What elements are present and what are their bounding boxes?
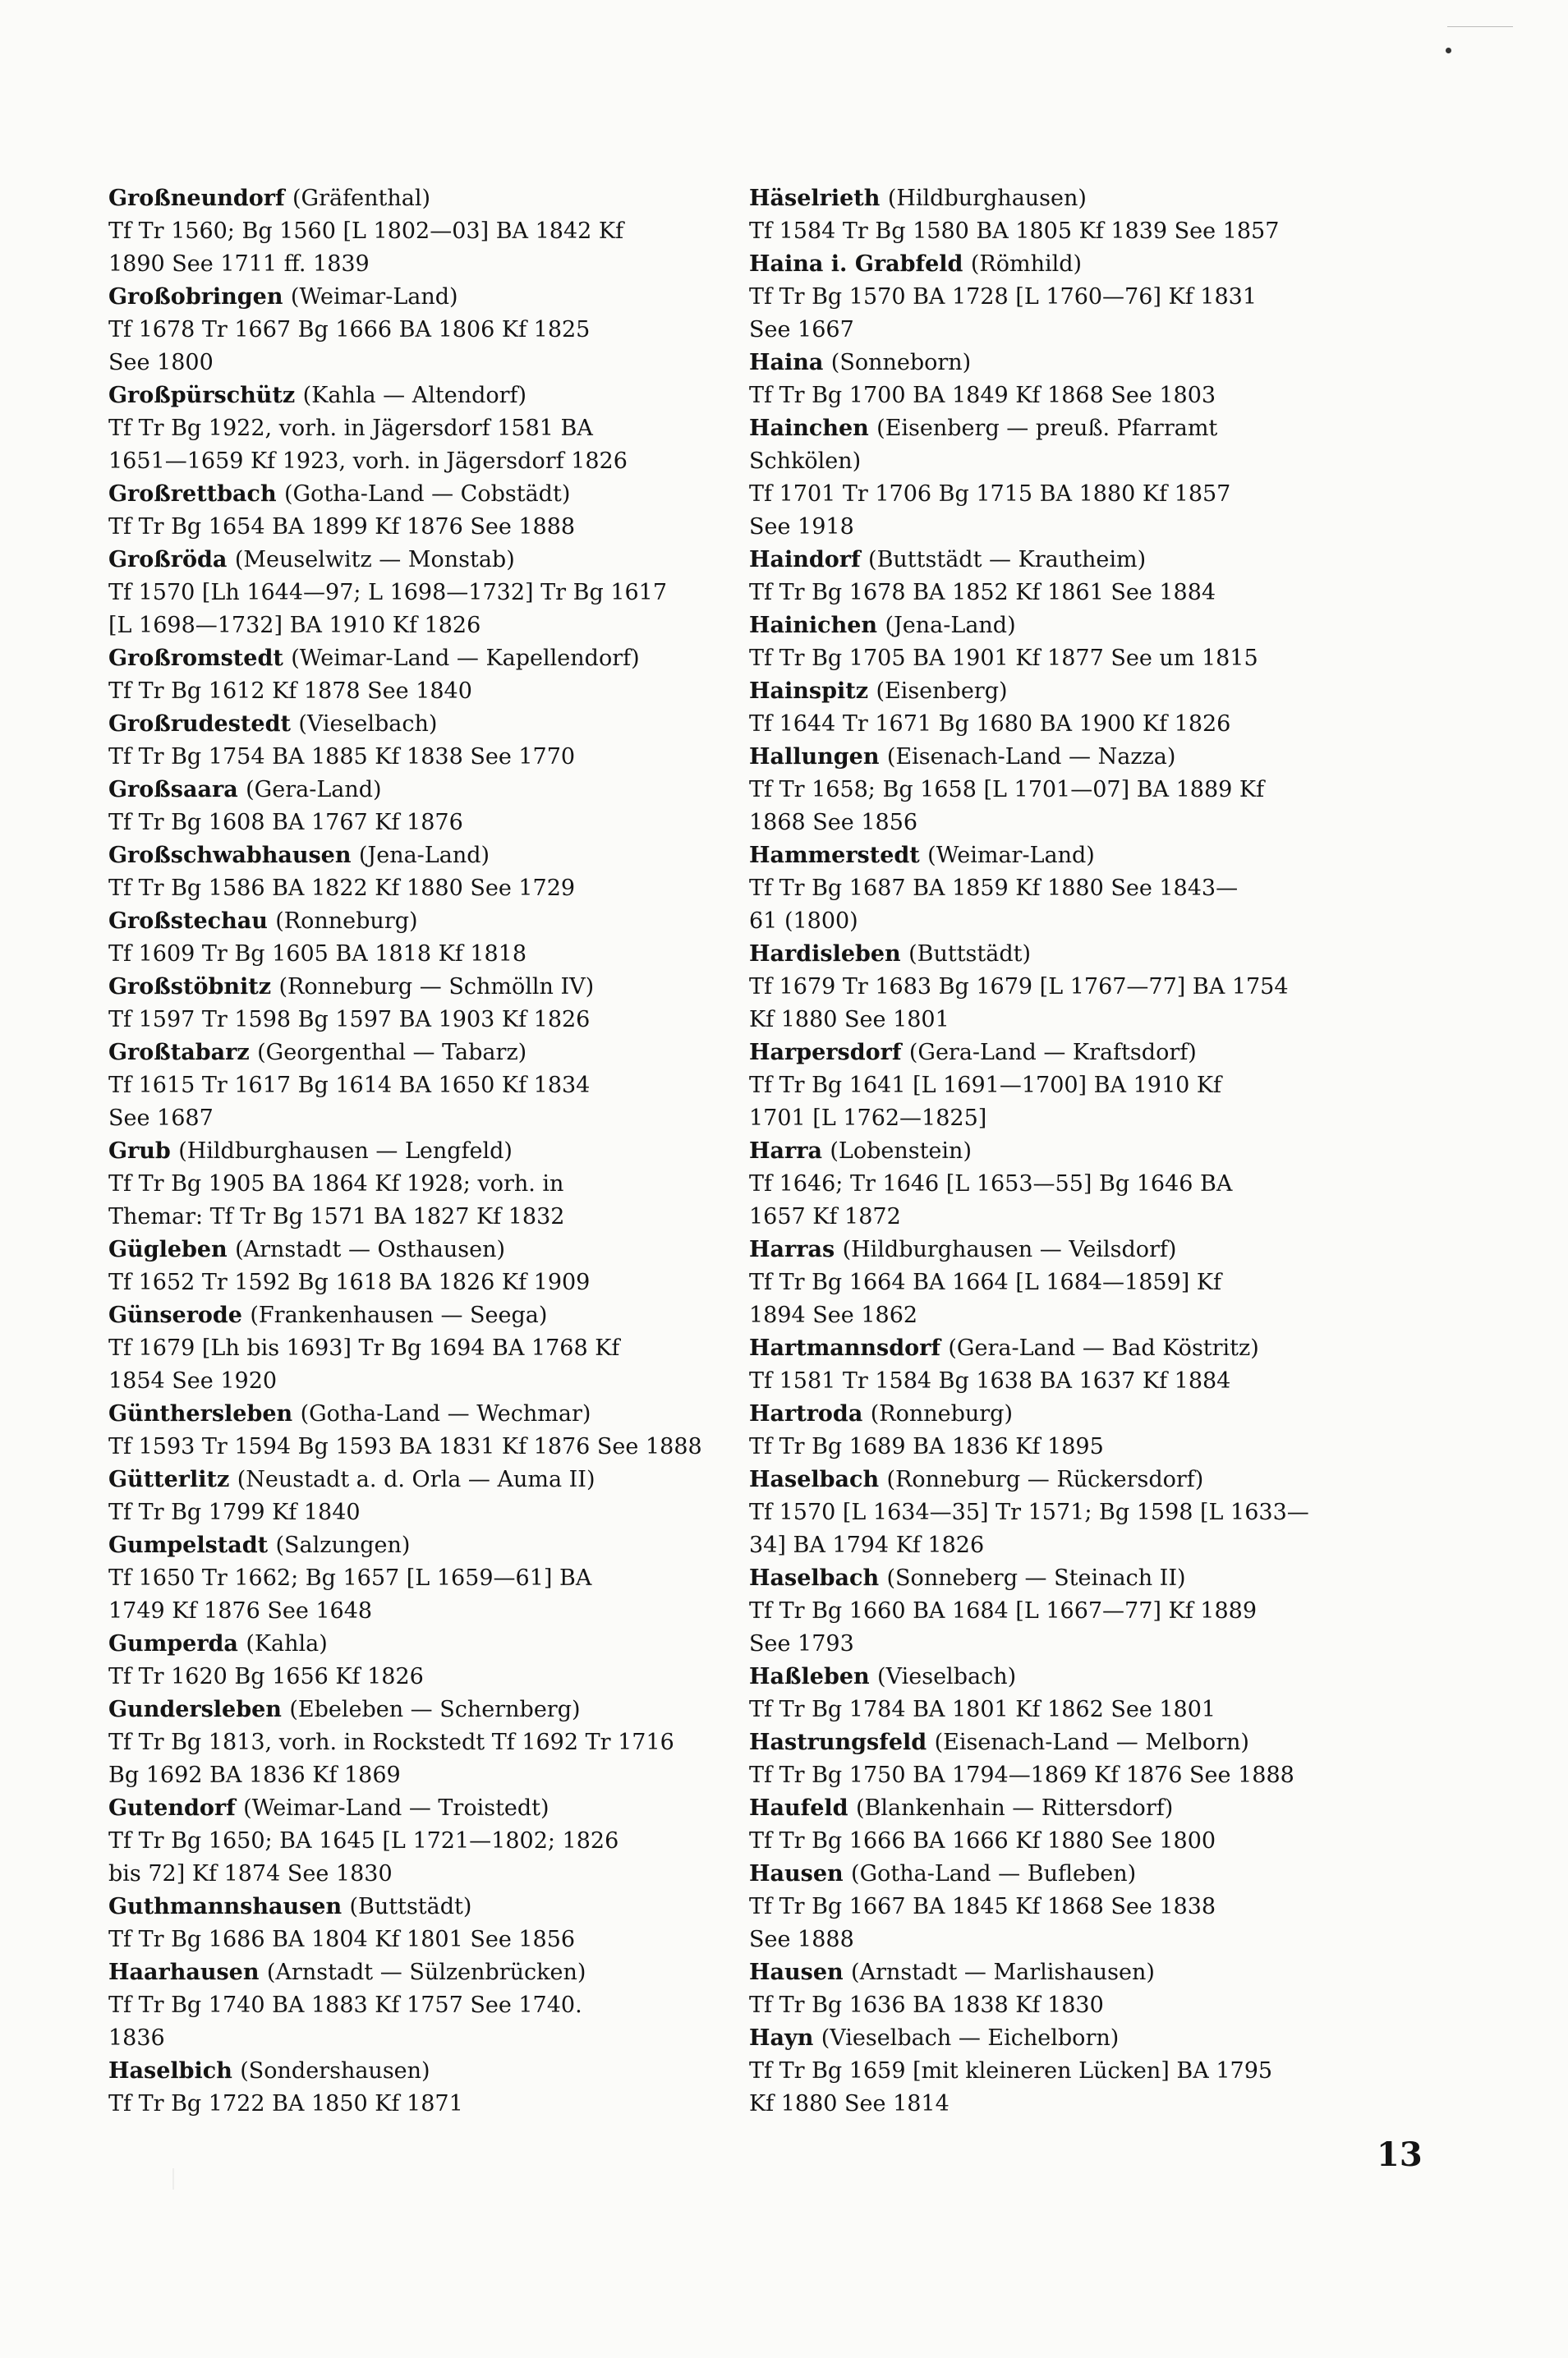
entry-record-line: 61 (1800) — [749, 908, 858, 934]
register-entry — [108, 2055, 766, 2121]
entry-heading: Harra (Lobenstein) — [749, 1138, 972, 1164]
entry-heading: Großobringen (Weimar-Land) — [108, 284, 458, 310]
register-entry — [749, 1661, 1406, 1726]
entry-heading: Großtabarz (Georgenthal — Tabarz) — [108, 1040, 527, 1065]
page-number: 13 — [1377, 2135, 1423, 2174]
entry-heading: Hartroda (Ronneburg) — [749, 1401, 1013, 1427]
register-entry — [108, 182, 766, 281]
entry-heading: Häselrieth (Hildburghausen) — [749, 186, 1087, 211]
register-entry — [749, 412, 1406, 544]
register-entry — [108, 379, 766, 478]
entry-record-line: Tf 1609 Tr Bg 1605 BA 1818 Kf 1818 — [108, 941, 527, 967]
register-entry — [108, 478, 766, 544]
entry-heading: Haselbach (Sonneberg — Steinach II) — [749, 1565, 1186, 1591]
entry-record-line: Tf Tr Bg 1586 BA 1822 Kf 1880 See 1729 — [108, 876, 576, 901]
entry-heading: Hastrungsfeld (Eisenach-Land — Melborn) — [749, 1730, 1249, 1755]
entry-heading: Großrudestedt (Vieselbach) — [108, 711, 438, 737]
register-entry — [749, 609, 1406, 675]
entry-heading: Großrettbach (Gotha-Land — Cobstädt) — [108, 481, 571, 507]
entry-record-line: Tf 1584 Tr Bg 1580 BA 1805 Kf 1839 See 1857 — [749, 218, 1280, 244]
entry-record-line: Tf Tr 1560; Bg 1560 [L 1802—03] BA 1842 Kf — [108, 218, 624, 244]
entry-record-line: Tf Tr Bg 1659 [mit kleineren Lücken] BA 1795 — [749, 2058, 1273, 2084]
entry-heading: Großromstedt (Weimar-Land — Kapellendorf) — [108, 646, 640, 671]
register-entry — [108, 1299, 766, 1398]
entry-record-line: 1651—1659 Kf 1923, vorh. in Jägersdorf 1826 — [108, 448, 628, 474]
entry-record-line: Tf Tr Bg 1666 BA 1666 Kf 1880 See 1800 — [749, 1828, 1216, 1854]
entry-record-line: 1749 Kf 1876 See 1648 — [108, 1598, 373, 1624]
register-entry — [749, 938, 1406, 1037]
entry-heading: Großstöbnitz (Ronneburg — Schmölln IV) — [108, 974, 595, 1000]
entry-heading: Hayn (Vieselbach — Eichelborn) — [749, 2025, 1120, 2051]
entry-heading: Grub (Hildburghausen — Lengfeld) — [108, 1138, 513, 1164]
register-entry — [108, 1891, 766, 1956]
entry-record-line: Tf Tr Bg 1570 BA 1728 [L 1760—76] Kf 1831 — [749, 284, 1257, 310]
register-entry — [108, 1529, 766, 1628]
entry-record-line: 1701 [L 1762—1825] — [749, 1105, 987, 1131]
register-entry — [108, 1792, 766, 1891]
entry-record-line: Tf Tr Bg 1784 BA 1801 Kf 1862 See 1801 — [749, 1697, 1216, 1722]
register-entry — [749, 347, 1406, 412]
entry-heading: Günserode (Frankenhausen — Seega) — [108, 1303, 548, 1328]
entry-record-line: Tf Tr Bg 1612 Kf 1878 See 1840 — [108, 678, 472, 704]
entry-record-line: Schkölen) — [749, 448, 862, 474]
entry-heading: Großneundorf (Gräfenthal) — [108, 186, 430, 211]
entry-heading: Harras (Hildburghausen — Veilsdorf) — [749, 1237, 1177, 1262]
entry-heading: Großröda (Meuselwitz — Monstab) — [108, 547, 515, 572]
entry-record-line: See 1918 — [749, 514, 854, 540]
entry-heading: Haina i. Grabfeld (Römhild) — [749, 251, 1083, 277]
register-entry — [108, 1464, 766, 1529]
entry-record-line: Tf Tr Bg 1740 BA 1883 Kf 1757 See 1740. — [108, 1993, 582, 2018]
register-entry — [749, 1135, 1406, 1234]
entry-heading: Gutendorf (Weimar-Land — Troistedt) — [108, 1795, 549, 1821]
entry-record-line: Tf Tr Bg 1905 BA 1864 Kf 1928; vorh. in — [108, 1171, 564, 1197]
entry-record-line: Tf Tr Bg 1686 BA 1804 Kf 1801 See 1856 — [108, 1927, 576, 1952]
entry-record-line: Tf 1581 Tr 1584 Bg 1638 BA 1637 Kf 1884 — [749, 1368, 1231, 1394]
register-entry — [108, 1628, 766, 1694]
entry-heading: Günthersleben (Gotha-Land — Wechmar) — [108, 1401, 591, 1427]
header-rule — [1447, 26, 1513, 27]
entry-heading: Hammerstedt (Weimar-Land) — [749, 843, 1095, 868]
entry-record-line: bis 72] Kf 1874 See 1830 — [108, 1861, 393, 1887]
entry-record-line: 1890 See 1711 ff. 1839 — [108, 251, 370, 277]
entry-heading: Großpürschütz (Kahla — Altendorf) — [108, 383, 527, 408]
entry-record-line: Tf 1597 Tr 1598 Bg 1597 BA 1903 Kf 1826 — [108, 1007, 591, 1032]
register-entry — [749, 1464, 1406, 1562]
entry-heading: Haselbach (Ronneburg — Rückersdorf) — [749, 1467, 1204, 1492]
entry-record-line: See 1800 — [108, 350, 214, 375]
register-entry — [108, 774, 766, 839]
entry-heading: Hainchen (Eisenberg — preuß. Pfarramt — [749, 416, 1218, 441]
entry-heading: Gumperda (Kahla) — [108, 1631, 328, 1657]
entry-heading: Haina (Sonneborn) — [749, 350, 972, 375]
entry-record-line: 34] BA 1794 Kf 1826 — [749, 1533, 985, 1558]
entry-heading: Gügleben (Arnstadt — Osthausen) — [108, 1237, 505, 1262]
entry-record-line: Tf Tr Bg 1608 BA 1767 Kf 1876 — [108, 810, 463, 835]
left-column — [108, 182, 766, 2121]
entry-record-line: Tf Tr Bg 1813, vorh. in Rockstedt Tf 1692 Tr 1716 — [108, 1730, 674, 1755]
entry-record-line: Tf 1644 Tr 1671 Bg 1680 BA 1900 Kf 1826 — [749, 711, 1231, 737]
entry-heading: Hainspitz (Eisenberg) — [749, 678, 1008, 704]
register-entry — [749, 1726, 1406, 1792]
bleed-through-mark — [172, 2168, 191, 2190]
entry-heading: Haselbich (Sondershausen) — [108, 2058, 430, 2084]
entry-record-line: Tf 1615 Tr 1617 Bg 1614 BA 1650 Kf 1834 — [108, 1073, 591, 1098]
entry-heading: Großsaara (Gera-Land) — [108, 777, 382, 802]
entry-record-line: Kf 1880 See 1814 — [749, 2091, 950, 2117]
entry-record-line: Tf Tr 1620 Bg 1656 Kf 1826 — [108, 1664, 424, 1689]
entry-record-line: Tf Tr Bg 1650; BA 1645 [L 1721—1802; 1826 — [108, 1828, 619, 1854]
entry-heading: Hainichen (Jena-Land) — [749, 613, 1016, 638]
register-entry — [108, 1135, 766, 1234]
register-entry — [749, 1562, 1406, 1661]
entry-record-line: 1894 See 1862 — [749, 1303, 918, 1328]
entry-record-line: Tf Tr Bg 1689 BA 1836 Kf 1895 — [749, 1434, 1104, 1459]
entry-record-line: [L 1698—1732] BA 1910 Kf 1826 — [108, 613, 481, 638]
entry-heading: Haarhausen (Arnstadt — Sülzenbrücken) — [108, 1960, 586, 1985]
register-entry — [749, 2022, 1406, 2121]
ink-dot — [1446, 48, 1451, 53]
entry-record-line: 1836 — [108, 2025, 165, 2051]
register-entry — [749, 1792, 1406, 1858]
entry-record-line: Tf 1593 Tr 1594 Bg 1593 BA 1831 Kf 1876 See 1888 — [108, 1434, 702, 1459]
entry-heading: Gundersleben (Ebeleben — Schernberg) — [108, 1697, 581, 1722]
entry-heading: Harpersdorf (Gera-Land — Kraftsdorf) — [749, 1040, 1197, 1065]
register-entry — [749, 544, 1406, 609]
register-entry — [108, 1037, 766, 1135]
entry-record-line: Tf 1570 [Lh 1644—97; L 1698—1732] Tr Bg 1617 — [108, 580, 668, 605]
register-entry — [108, 1694, 766, 1792]
entry-record-line: 1868 See 1856 — [749, 810, 918, 835]
register-entry — [749, 675, 1406, 741]
register-entry — [108, 708, 766, 774]
register-entry — [749, 1037, 1406, 1135]
entry-record-line: Bg 1692 BA 1836 Kf 1869 — [108, 1763, 401, 1788]
entry-record-line: Tf Tr Bg 1705 BA 1901 Kf 1877 See um 1815 — [749, 646, 1258, 671]
entry-heading: Hardisleben (Buttstädt) — [749, 941, 1032, 967]
entry-record-line: Tf Tr Bg 1641 [L 1691—1700] BA 1910 Kf — [749, 1073, 1222, 1098]
entry-record-line: Tf Tr Bg 1700 BA 1849 Kf 1868 See 1803 — [749, 383, 1216, 408]
register-entry — [749, 182, 1406, 248]
entry-heading: Haufeld (Blankenhain — Rittersdorf) — [749, 1795, 1174, 1821]
register-entry — [108, 281, 766, 379]
entry-record-line: Tf Tr Bg 1722 BA 1850 Kf 1871 — [108, 2091, 463, 2117]
entry-record-line: Tf 1652 Tr 1592 Bg 1618 BA 1826 Kf 1909 — [108, 1270, 591, 1295]
entry-record-line: Tf 1678 Tr 1667 Bg 1666 BA 1806 Kf 1825 — [108, 317, 591, 342]
entry-record-line: Kf 1880 See 1801 — [749, 1007, 950, 1032]
entry-record-line: Tf 1646; Tr 1646 [L 1653—55] Bg 1646 BA — [749, 1171, 1233, 1197]
entry-record-line: 1657 Kf 1872 — [749, 1204, 901, 1230]
entry-record-line: Tf Tr Bg 1922, vorh. in Jägersdorf 1581 BA — [108, 416, 593, 441]
register-entry — [749, 1332, 1406, 1398]
entry-heading: Gumpelstadt (Salzungen) — [108, 1533, 411, 1558]
entry-record-line: Tf 1679 Tr 1683 Bg 1679 [L 1767—77] BA 1754 — [749, 974, 1289, 1000]
register-entry — [749, 839, 1406, 938]
register-entry — [749, 1398, 1406, 1464]
entry-heading: Haindorf (Buttstädt — Krautheim) — [749, 547, 1147, 572]
entry-heading: Großstechau (Ronneburg) — [108, 908, 418, 934]
entry-heading: Hartmannsdorf (Gera-Land — Bad Köstritz) — [749, 1335, 1259, 1361]
entry-record-line: Tf Tr Bg 1667 BA 1845 Kf 1868 See 1838 — [749, 1894, 1216, 1919]
entry-record-line: See 1888 — [749, 1927, 854, 1952]
entry-record-line: Tf Tr Bg 1799 Kf 1840 — [108, 1500, 361, 1525]
entry-record-line: Tf 1679 [Lh bis 1693] Tr Bg 1694 BA 1768 Kf — [108, 1335, 620, 1361]
entry-record-line: Tf 1701 Tr 1706 Bg 1715 BA 1880 Kf 1857 — [749, 481, 1231, 507]
entry-record-line: 1854 See 1920 — [108, 1368, 278, 1394]
entry-record-line: Tf Tr Bg 1687 BA 1859 Kf 1880 See 1843— — [749, 876, 1239, 901]
entry-heading: Hallungen (Eisenach-Land — Nazza) — [749, 744, 1176, 770]
entry-record-line: Tf Tr Bg 1654 BA 1899 Kf 1876 See 1888 — [108, 514, 576, 540]
entry-record-line: Tf 1650 Tr 1662; Bg 1657 [L 1659—61] BA — [108, 1565, 592, 1591]
register-entry — [749, 741, 1406, 839]
entry-heading: Hausen (Arnstadt — Marlishausen) — [749, 1960, 1155, 1985]
entry-record-line: Tf 1570 [L 1634—35] Tr 1571; Bg 1598 [L 1633— — [749, 1500, 1309, 1525]
entry-record-line: See 1687 — [108, 1105, 214, 1131]
entry-record-line: Tf Tr Bg 1754 BA 1885 Kf 1838 See 1770 — [108, 744, 576, 770]
entry-record-line: Tf Tr Bg 1660 BA 1684 [L 1667—77] Kf 1889 — [749, 1598, 1257, 1624]
entry-record-line: See 1793 — [749, 1631, 854, 1657]
entry-heading: Großschwabhausen (Jena-Land) — [108, 843, 490, 868]
register-entry — [108, 1234, 766, 1299]
entry-heading: Gütterlitz (Neustadt a. d. Orla — Auma II) — [108, 1467, 595, 1492]
register-entry — [108, 905, 766, 971]
entry-heading: Haßleben (Vieselbach) — [749, 1664, 1017, 1689]
entry-record-line: Tf Tr Bg 1636 BA 1838 Kf 1830 — [749, 1993, 1104, 2018]
register-entry — [108, 544, 766, 642]
entry-record-line: Tf Tr Bg 1750 BA 1794—1869 Kf 1876 See 1888 — [749, 1763, 1294, 1788]
entry-record-line: Tf Tr 1658; Bg 1658 [L 1701—07] BA 1889 Kf — [749, 777, 1265, 802]
entry-record-line: Tf Tr Bg 1678 BA 1852 Kf 1861 See 1884 — [749, 580, 1216, 605]
register-entry — [108, 1956, 766, 2055]
register-entry — [749, 1234, 1406, 1332]
register-entry — [749, 1858, 1406, 1956]
entry-record-line: See 1667 — [749, 317, 854, 342]
right-column — [749, 182, 1406, 2121]
register-entry — [749, 248, 1406, 347]
register-entry — [108, 1398, 766, 1464]
register-entry — [749, 1956, 1406, 2022]
entry-heading: Guthmannshausen (Buttstädt) — [108, 1894, 472, 1919]
register-entry — [108, 642, 766, 708]
register-entry — [108, 971, 766, 1037]
register-entry — [108, 839, 766, 905]
entry-record-line: Themar: Tf Tr Bg 1571 BA 1827 Kf 1832 — [108, 1204, 565, 1230]
entry-heading: Hausen (Gotha-Land — Bufleben) — [749, 1861, 1137, 1887]
entry-record-line: Tf Tr Bg 1664 BA 1664 [L 1684—1859] Kf — [749, 1270, 1222, 1295]
